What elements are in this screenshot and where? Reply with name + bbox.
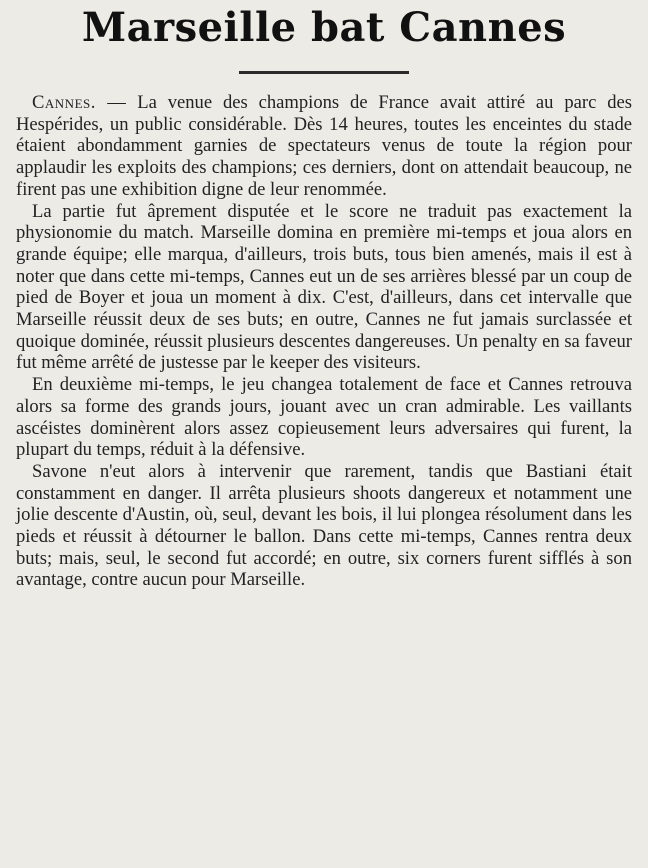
article-paragraph-2: La partie fut âprement disputée et le score ne traduit pas exactement la physionomie du match. Marseille domina en première mi-temps et joua alors en grande équipe; elle marqua, d'ailleurs, trois buts, tous bien amenés, mais il est à noter que dans cette mi-temps, Cannes eut un de ses arrières blessé par un coup de pied de Boyer et joua un moment à dix. C'est, d'ailleurs, dans cet intervalle que Marseille réussit deux de ses buts; en outre, Cannes ne fut jamais surclassée et quoique dominée, réussit plusieurs descentes dangereuses. Un penalty en sa faveur fut même arrêté de justesse par le keeper des visiteurs. [16, 200, 632, 374]
headline-rule [239, 71, 409, 74]
article-paragraph-4: Savone n'eut alors à intervenir que rarement, tandis que Bastiani était constamment en danger. Il arrêta plusieurs shoots dangereux et notamment une jolie descente d'Austin, où, seul, devant les bois, il lui plongea résolument dans les pieds et réussit à détourner le ballon. Dans cette mi-temps, Cannes rentra deux buts; mais, seul, le second fut accordé; en outre, six corners furent sifflés à son avantage, contre aucun pour Marseille. [16, 460, 632, 591]
article-paragraph-1 [16, 92, 632, 201]
article-dateline: Cannes. — [32, 92, 127, 113]
article-paragraph-3: En deuxième mi-temps, le jeu changea totalement de face et Cannes retrouva alors sa forme des grands jours, jouant avec un cran admirable. Les vaillants ascéistes dominèrent alors assez copieusement leurs adversaires qui furent, la plupart du temps, réduit à la défensive. [16, 374, 632, 461]
article-headline: Marseille bat Cannes [81, 4, 567, 51]
paragraph-1-text: La venue des champions de France avait attiré au parc des Hespérides, un public considérable. Dès 14 heures, toutes les enceintes du stade étaient abondamment garnies de spectateurs venus de toute la région pour applaudir les exploits des champions; ces derniers, dont on attendait beaucoup, ne firent pas une exhibition digne de leur renommée. [16, 92, 632, 200]
article-body [16, 92, 632, 591]
